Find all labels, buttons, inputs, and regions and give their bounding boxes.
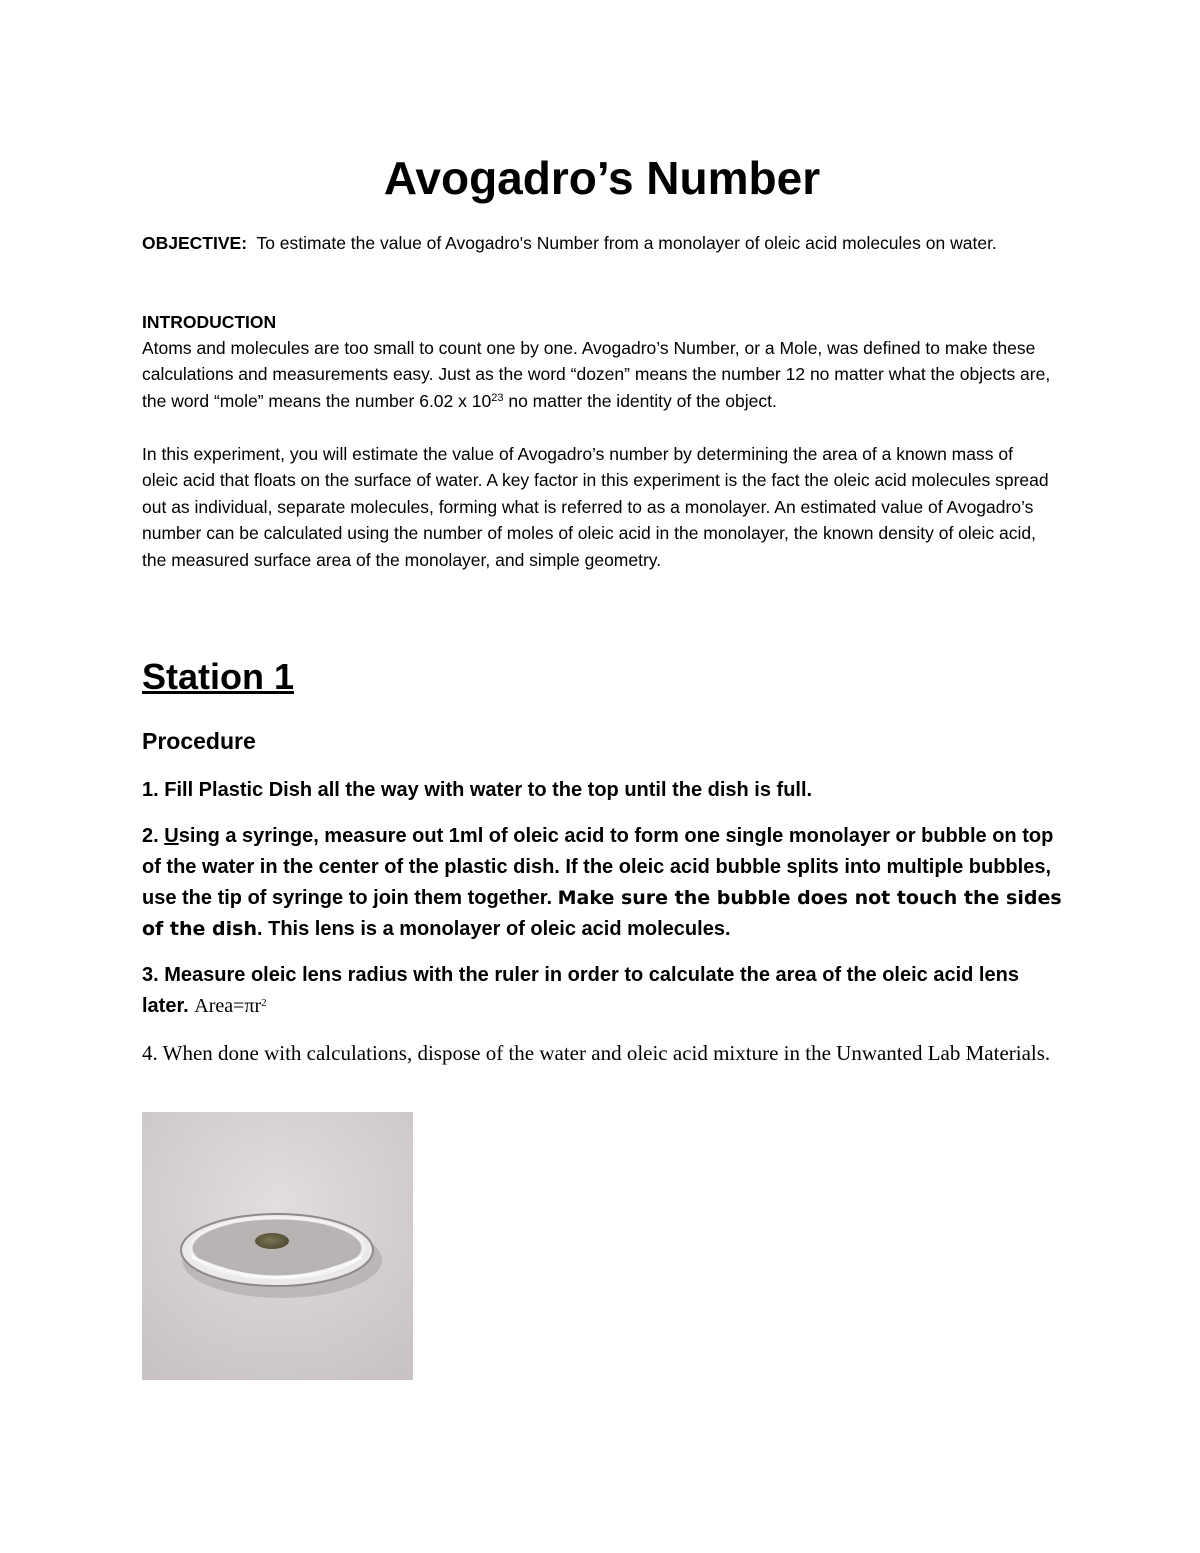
intro-p1-tail: no matter the identity of the object. — [503, 390, 777, 411]
procedure-heading: Procedure — [142, 728, 256, 754]
objective-label: OBJECTIVE: — [142, 233, 248, 253]
station-heading: Station 1 — [142, 656, 295, 697]
introduction-paragraph-2: In this experiment, you will estimate the value of Avogadro’s number by determining the area of a known mass of oleic acid that floats on the surface of water. A key factor in this experiment is the fact the oleic acid molecules spread out as individual, separate molecules, forming what is referred to as a monolayer. An estimated value of Avogadro’s number can be calculated using the number of moles of oleic acid in the monolayer, the known density of oleic acid, the measured surface area of the monolayer, and simple geometry. — [142, 444, 1049, 570]
dish-photo — [142, 1112, 413, 1380]
procedure-step-1: 1. Fill Plastic Dish all the way with water to the top until the dish is full. — [142, 779, 813, 801]
objective-text: To estimate the value of Avogadro's Number from a monolayer of oleic acid molecules on water. — [256, 233, 997, 253]
objective-paragraph — [142, 230, 1052, 256]
formula-superscript: 2 — [261, 997, 267, 1009]
step3-text: 3. Measure oleic lens radius with the ruler in order to calculate the area of the oleic acid lens later. — [142, 964, 1019, 1017]
step2-text: sing a syringe, measure out 1ml of oleic acid to form one single monolayer or bubble on top of the water in the center of the plastic dish. If the oleic acid bubble splits into multiple bubbles, use the tip of syringe to join them together. — [142, 825, 1054, 909]
step2-text-end: . This lens is a monolayer of oleic acid molecules. — [257, 918, 731, 940]
oleic-acid-lens — [255, 1233, 289, 1249]
introduction-heading: INTRODUCTION — [142, 312, 277, 332]
step2-emphasis: Make sure the bubble does not touch the sides of the dish — [142, 887, 1062, 940]
procedure-step-3 — [142, 960, 1062, 1022]
area-formula: Area=πr — [194, 995, 262, 1017]
procedure-step-2 — [142, 821, 1062, 945]
page-title: Avogadro’s Number — [383, 152, 821, 204]
intro-p1-text: Atoms and molecules are too small to count one by one. Avogadro’s Number, or a Mole, was defined to make these calculations and measurements easy. Just as the word “dozen” means the number 12 no matter what the objects are, the word “mole” means the number 6.02 x 10 — [142, 338, 1051, 411]
step2-underlined-letter: U — [164, 825, 179, 847]
introduction-paragraph-1 — [142, 335, 1052, 414]
step2-number: 2. — [142, 825, 165, 847]
procedure-step-4: 4. When done with calculations, dispose of the water and oleic acid mixture in the Unwanted Lab Materials. — [142, 1041, 1051, 1065]
exponent-superscript: 23 — [491, 391, 504, 404]
